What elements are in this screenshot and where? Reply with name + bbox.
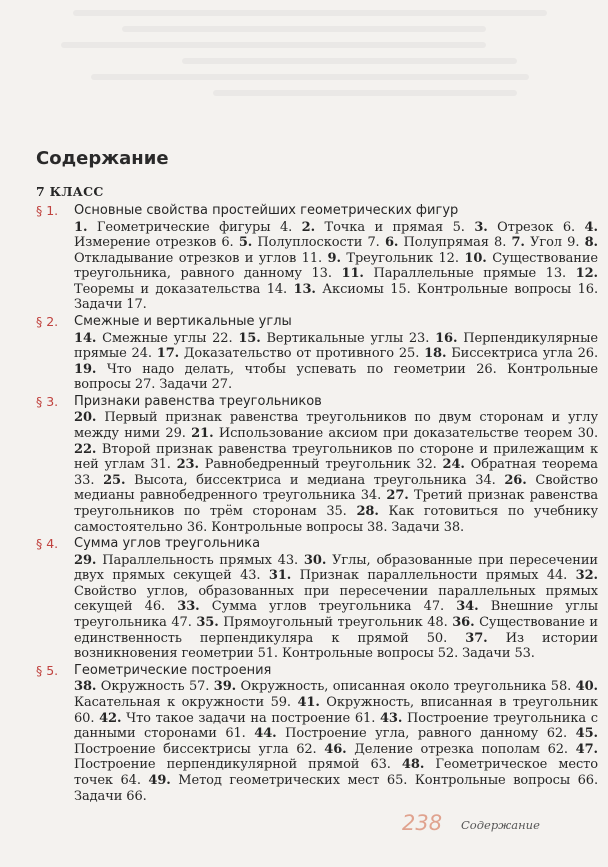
item-number: 24.: [442, 457, 465, 473]
item-number: 12.: [575, 266, 598, 282]
toc-entry[interactable]: Сумма углов треугольника 47.: [211, 599, 445, 615]
toc-entry[interactable]: Существование треугольника, равного данному 13.: [74, 250, 598, 282]
item-number: 22.: [74, 441, 97, 457]
toc-entry[interactable]: Теоремы и доказательства 14.: [74, 281, 288, 297]
toc-entry[interactable]: Доказательство от противного 25.: [183, 346, 420, 362]
toc-entry[interactable]: Прямоугольный треугольник 48.: [223, 615, 448, 631]
running-footer-label: Содержание: [461, 818, 540, 832]
item-number: 25.: [103, 472, 126, 488]
section-heading: [36, 394, 598, 411]
toc-entry[interactable]: Измерение отрезков 6.: [74, 235, 234, 251]
item-number: 41.: [297, 694, 320, 710]
item-number: 35.: [196, 615, 219, 631]
item-number: 30.: [303, 552, 327, 568]
item-number: 20.: [74, 410, 97, 426]
item-number: 21.: [191, 426, 214, 442]
page-number: 238: [402, 811, 443, 835]
section-number: § 1.: [36, 203, 59, 218]
item-number: 29.: [74, 552, 97, 568]
item-number: 17.: [156, 346, 180, 362]
toc-entry[interactable]: Перпендикулярные прямые 24.: [74, 330, 598, 362]
toc-entry[interactable]: Касательная к окружности 59.: [74, 694, 291, 710]
toc-entry[interactable]: Углы, образованные при пересечении двух прямых секущей 43.: [74, 552, 598, 584]
section-items: [74, 410, 598, 535]
item-number: 15.: [238, 330, 261, 346]
toc-entry[interactable]: Из истории возникновения геометрии 51. Контрольные вопросы 52. Задачи 53.: [74, 630, 598, 662]
item-number: 5.: [238, 235, 253, 251]
item-number: 36.: [452, 615, 475, 631]
item-number: 1.: [74, 219, 88, 235]
toc-entry[interactable]: Что такое задачи на построение 61.: [126, 710, 376, 726]
toc-entry[interactable]: Аксиомы 15. Контрольные вопросы 16. Задачи 17.: [74, 281, 598, 313]
toc-entry[interactable]: Второй признак равенства треугольников по стороне и прилежащим к ней углам 31.: [74, 441, 598, 473]
toc-entry[interactable]: Свойство углов, образованных при пересечении параллельных прямых секущей 46.: [74, 583, 598, 615]
item-number: 13.: [293, 281, 316, 297]
toc-entry[interactable]: Метод геометрических мест 65. Контрольные вопросы 66. Задачи 66.: [74, 772, 598, 804]
item-number: 10.: [464, 250, 487, 266]
item-number: 44.: [254, 726, 277, 742]
item-number: 19.: [74, 361, 97, 377]
toc-entry[interactable]: Точка и прямая 5.: [324, 219, 465, 235]
item-number: 23.: [176, 457, 199, 473]
toc-entry[interactable]: Угол 9.: [530, 235, 580, 251]
item-number: 33.: [177, 599, 200, 615]
item-number: 32.: [575, 568, 598, 584]
section-title: Признаки равенства треугольников: [74, 393, 322, 409]
item-number: 45.: [575, 726, 598, 742]
toc-entry[interactable]: Что надо делать, чтобы успевать по геометрии 26. Контрольные вопросы 27. Задачи 27.: [74, 361, 598, 393]
item-number: 40.: [575, 679, 598, 695]
item-number: 49.: [148, 772, 171, 788]
toc-entry[interactable]: Параллельные прямые 13.: [373, 266, 567, 282]
section-items: [74, 220, 598, 314]
item-number: 7.: [511, 235, 525, 251]
item-number: 31.: [268, 568, 292, 584]
toc-entry[interactable]: Построение угла, равного данному 62.: [285, 726, 568, 742]
item-number: 27.: [386, 488, 409, 504]
section-items: [74, 553, 598, 662]
toc-entry[interactable]: Признак параллельности прямых 44.: [299, 568, 568, 584]
toc-entry[interactable]: Биссектриса угла 26.: [451, 346, 598, 362]
section-title: Смежные и вертикальные углы: [74, 314, 292, 330]
item-number: 39.: [213, 679, 237, 695]
toc-entry[interactable]: Вертикальные углы 23.: [266, 330, 430, 346]
section-number: § 3.: [36, 393, 59, 409]
item-number: 38.: [74, 679, 97, 695]
item-number: 3.: [474, 219, 488, 235]
toc-entry[interactable]: Деление отрезка пополам 62.: [354, 741, 568, 757]
toc-entry[interactable]: Окружность, описанная около треугольника 58.: [240, 679, 572, 695]
section-heading: [36, 663, 598, 680]
toc-entry[interactable]: Окружность, вписанная в треугольник 60.: [74, 694, 598, 726]
toc-section: [36, 203, 598, 313]
item-number: 42.: [99, 710, 122, 726]
toc-entry[interactable]: Полупрямая 8.: [403, 235, 507, 251]
item-number: 37.: [465, 630, 488, 646]
toc-entry[interactable]: Существование и единственность перпендикуляра к прямой 50.: [74, 615, 598, 646]
item-number: 46.: [324, 741, 347, 757]
section-items: [74, 331, 598, 393]
toc-entry[interactable]: Третий признак равенства треугольников по трём сторонам 35.: [74, 488, 598, 519]
toc-entry[interactable]: Первый признак равенства треугольников по двум сторонам и углу между ними 29.: [74, 410, 598, 442]
item-number: 8.: [584, 235, 598, 251]
item-number: 9.: [327, 250, 341, 266]
item-number: 16.: [435, 330, 458, 346]
section-heading: [36, 536, 598, 553]
toc-entry[interactable]: Откладывание отрезков и углов 11.: [74, 250, 323, 266]
show-through-text: [0, 0, 608, 140]
section-heading: [36, 314, 598, 331]
toc-entry[interactable]: Построение биссектрисы угла 62.: [74, 741, 317, 757]
toc-section: [36, 314, 598, 393]
toc-entry[interactable]: Окружность 57.: [100, 679, 210, 695]
toc-entry[interactable]: Параллельность прямых 43.: [102, 552, 299, 568]
section-items: [74, 679, 598, 804]
toc-section: [36, 663, 598, 804]
table-of-contents: [36, 203, 598, 805]
section-title: Основные свойства простейших геометрических фигур: [74, 203, 459, 218]
section-number: § 5.: [36, 662, 59, 678]
toc-entry[interactable]: Полуплоскости 7.: [257, 235, 380, 251]
toc-entry[interactable]: Построение перпендикулярной прямой 63.: [74, 757, 391, 773]
toc-entry[interactable]: Использование аксиом при доказательстве теорем 30.: [218, 426, 598, 442]
section-number: § 4.: [36, 536, 59, 552]
section-heading: [36, 203, 598, 220]
section-number: § 2.: [36, 314, 59, 330]
toc-entry[interactable]: Треугольник 12.: [346, 250, 459, 266]
toc-section: [36, 536, 598, 662]
item-number: 34.: [456, 599, 479, 615]
toc-entry[interactable]: Равнобедренный треугольник 32.: [204, 457, 437, 473]
page-title: Содержание: [36, 148, 169, 169]
item-number: 4.: [584, 219, 598, 235]
toc-entry[interactable]: Обратная теорема 33.: [74, 457, 598, 488]
item-number: 6.: [384, 235, 399, 251]
item-number: 47.: [575, 741, 598, 757]
toc-entry[interactable]: Геометрические фигуры 4.: [96, 219, 293, 235]
toc-entry[interactable]: Внешние углы треугольника 47.: [74, 599, 598, 631]
item-number: 26.: [504, 472, 527, 488]
item-number: 43.: [379, 710, 403, 726]
section-title: Сумма углов треугольника: [74, 536, 261, 552]
item-number: 14.: [74, 330, 97, 346]
toc-entry[interactable]: Свойство медианы равнобедренного треугольника 34.: [74, 472, 598, 504]
item-number: 28.: [356, 504, 379, 519]
toc-entry[interactable]: Построение треугольника с данными сторонами 61.: [74, 710, 598, 742]
item-number: 18.: [424, 346, 447, 362]
item-number: 2.: [301, 219, 316, 235]
toc-section: [36, 394, 598, 535]
item-number: 48.: [401, 757, 425, 773]
item-number: 11.: [341, 266, 364, 282]
grade-heading: 7 КЛАСС: [36, 184, 104, 199]
toc-entry[interactable]: Отрезок 6.: [497, 219, 576, 235]
toc-entry[interactable]: Геометрическое место точек 64.: [74, 757, 598, 788]
section-title: Геометрические построения: [74, 662, 272, 678]
toc-entry[interactable]: Высота, биссектриса и медиана треугольника 34.: [134, 472, 496, 488]
toc-entry[interactable]: Смежные углы 22.: [102, 330, 233, 346]
toc-entry[interactable]: Как готовиться по учебнику самостоятельно 36. Контрольные вопросы 38. Задачи 38.: [74, 504, 598, 535]
